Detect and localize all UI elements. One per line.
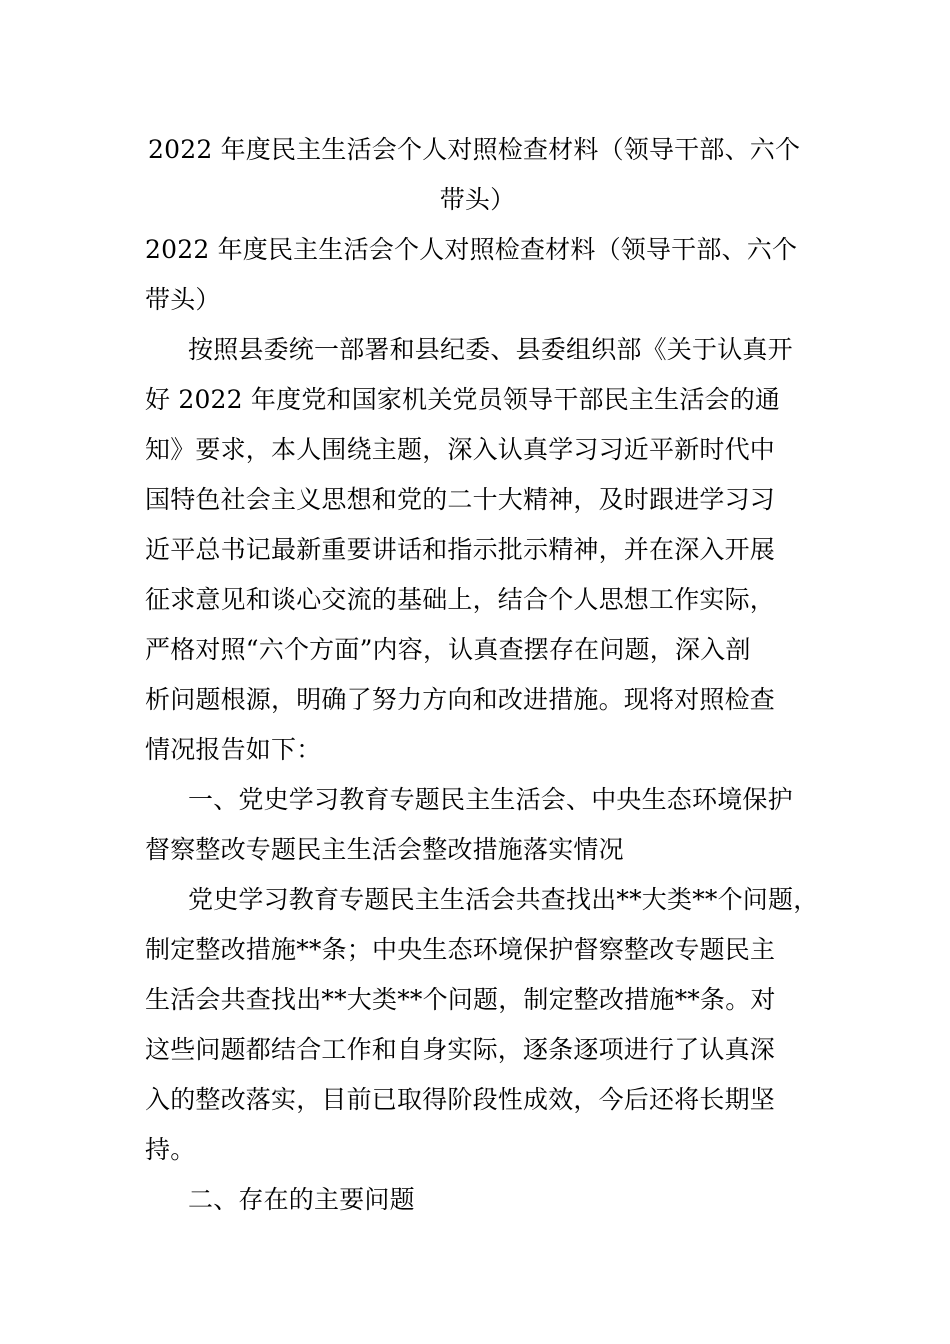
document-title-line-2: 带头） bbox=[439, 185, 516, 214]
section-2-heading: 二、存在的主要问题 bbox=[188, 1185, 415, 1214]
document-subtitle-line-2: 带头） bbox=[145, 285, 221, 314]
paragraph-line: 征求意见和谈心交流的基础上，结合个人思想工作实际， bbox=[145, 585, 776, 614]
paragraph-line: 按照县委统一部署和县纪委、县委组织部《关于认真开 bbox=[188, 335, 793, 364]
document-subtitle-line-1: 2022 年度民主生活会个人对照检查材料（领导干部、六个 bbox=[145, 235, 798, 264]
paragraph-line: 析问题根源，明确了努力方向和改进措施。现将对照检查 bbox=[145, 685, 776, 714]
paragraph-line: 生活会共查找出**大类**个问题，制定整改措施**条。对 bbox=[145, 985, 776, 1014]
paragraph-line: 国特色社会主义思想和党的二十大精神，及时跟进学习习 bbox=[145, 485, 776, 514]
paragraph-line: 知》要求，本人围绕主题，深入认真学习习近平新时代中 bbox=[145, 435, 776, 464]
paragraph-line: 入的整改落实，目前已取得阶段性成效，今后还将长期坚 bbox=[145, 1085, 776, 1114]
paragraph-line: 严格对照“六个方面”内容，认真查摆存在问题，深入剖 bbox=[145, 635, 751, 664]
paragraph-line: 这些问题都结合工作和自身实际，逐条逐项进行了认真深 bbox=[145, 1035, 776, 1064]
heading-line: 一、党史学习教育专题民主生活会、中央生态环境保护 bbox=[188, 785, 793, 814]
heading-line: 督察整改专题民主生活会整改措施落实情况 bbox=[145, 835, 624, 864]
document-title-line-1: 2022 年度民主生活会个人对照检查材料（领导干部、六个 bbox=[148, 135, 801, 164]
paragraph-line: 近平总书记最新重要讲话和指示批示精神，并在深入开展 bbox=[145, 535, 776, 564]
paragraph-line: 党史学习教育专题民主生活会共查找出**大类**个问题， bbox=[188, 885, 819, 914]
paragraph-line: 制定整改措施**条；中央生态环境保护督察整改专题民主 bbox=[145, 935, 776, 964]
paragraph-line: 情况报告如下： bbox=[145, 735, 322, 764]
paragraph-line: 持。 bbox=[145, 1135, 196, 1164]
paragraph-line: 好 2022 年度党和国家机关党员领导干部民主生活会的通 bbox=[145, 385, 781, 414]
